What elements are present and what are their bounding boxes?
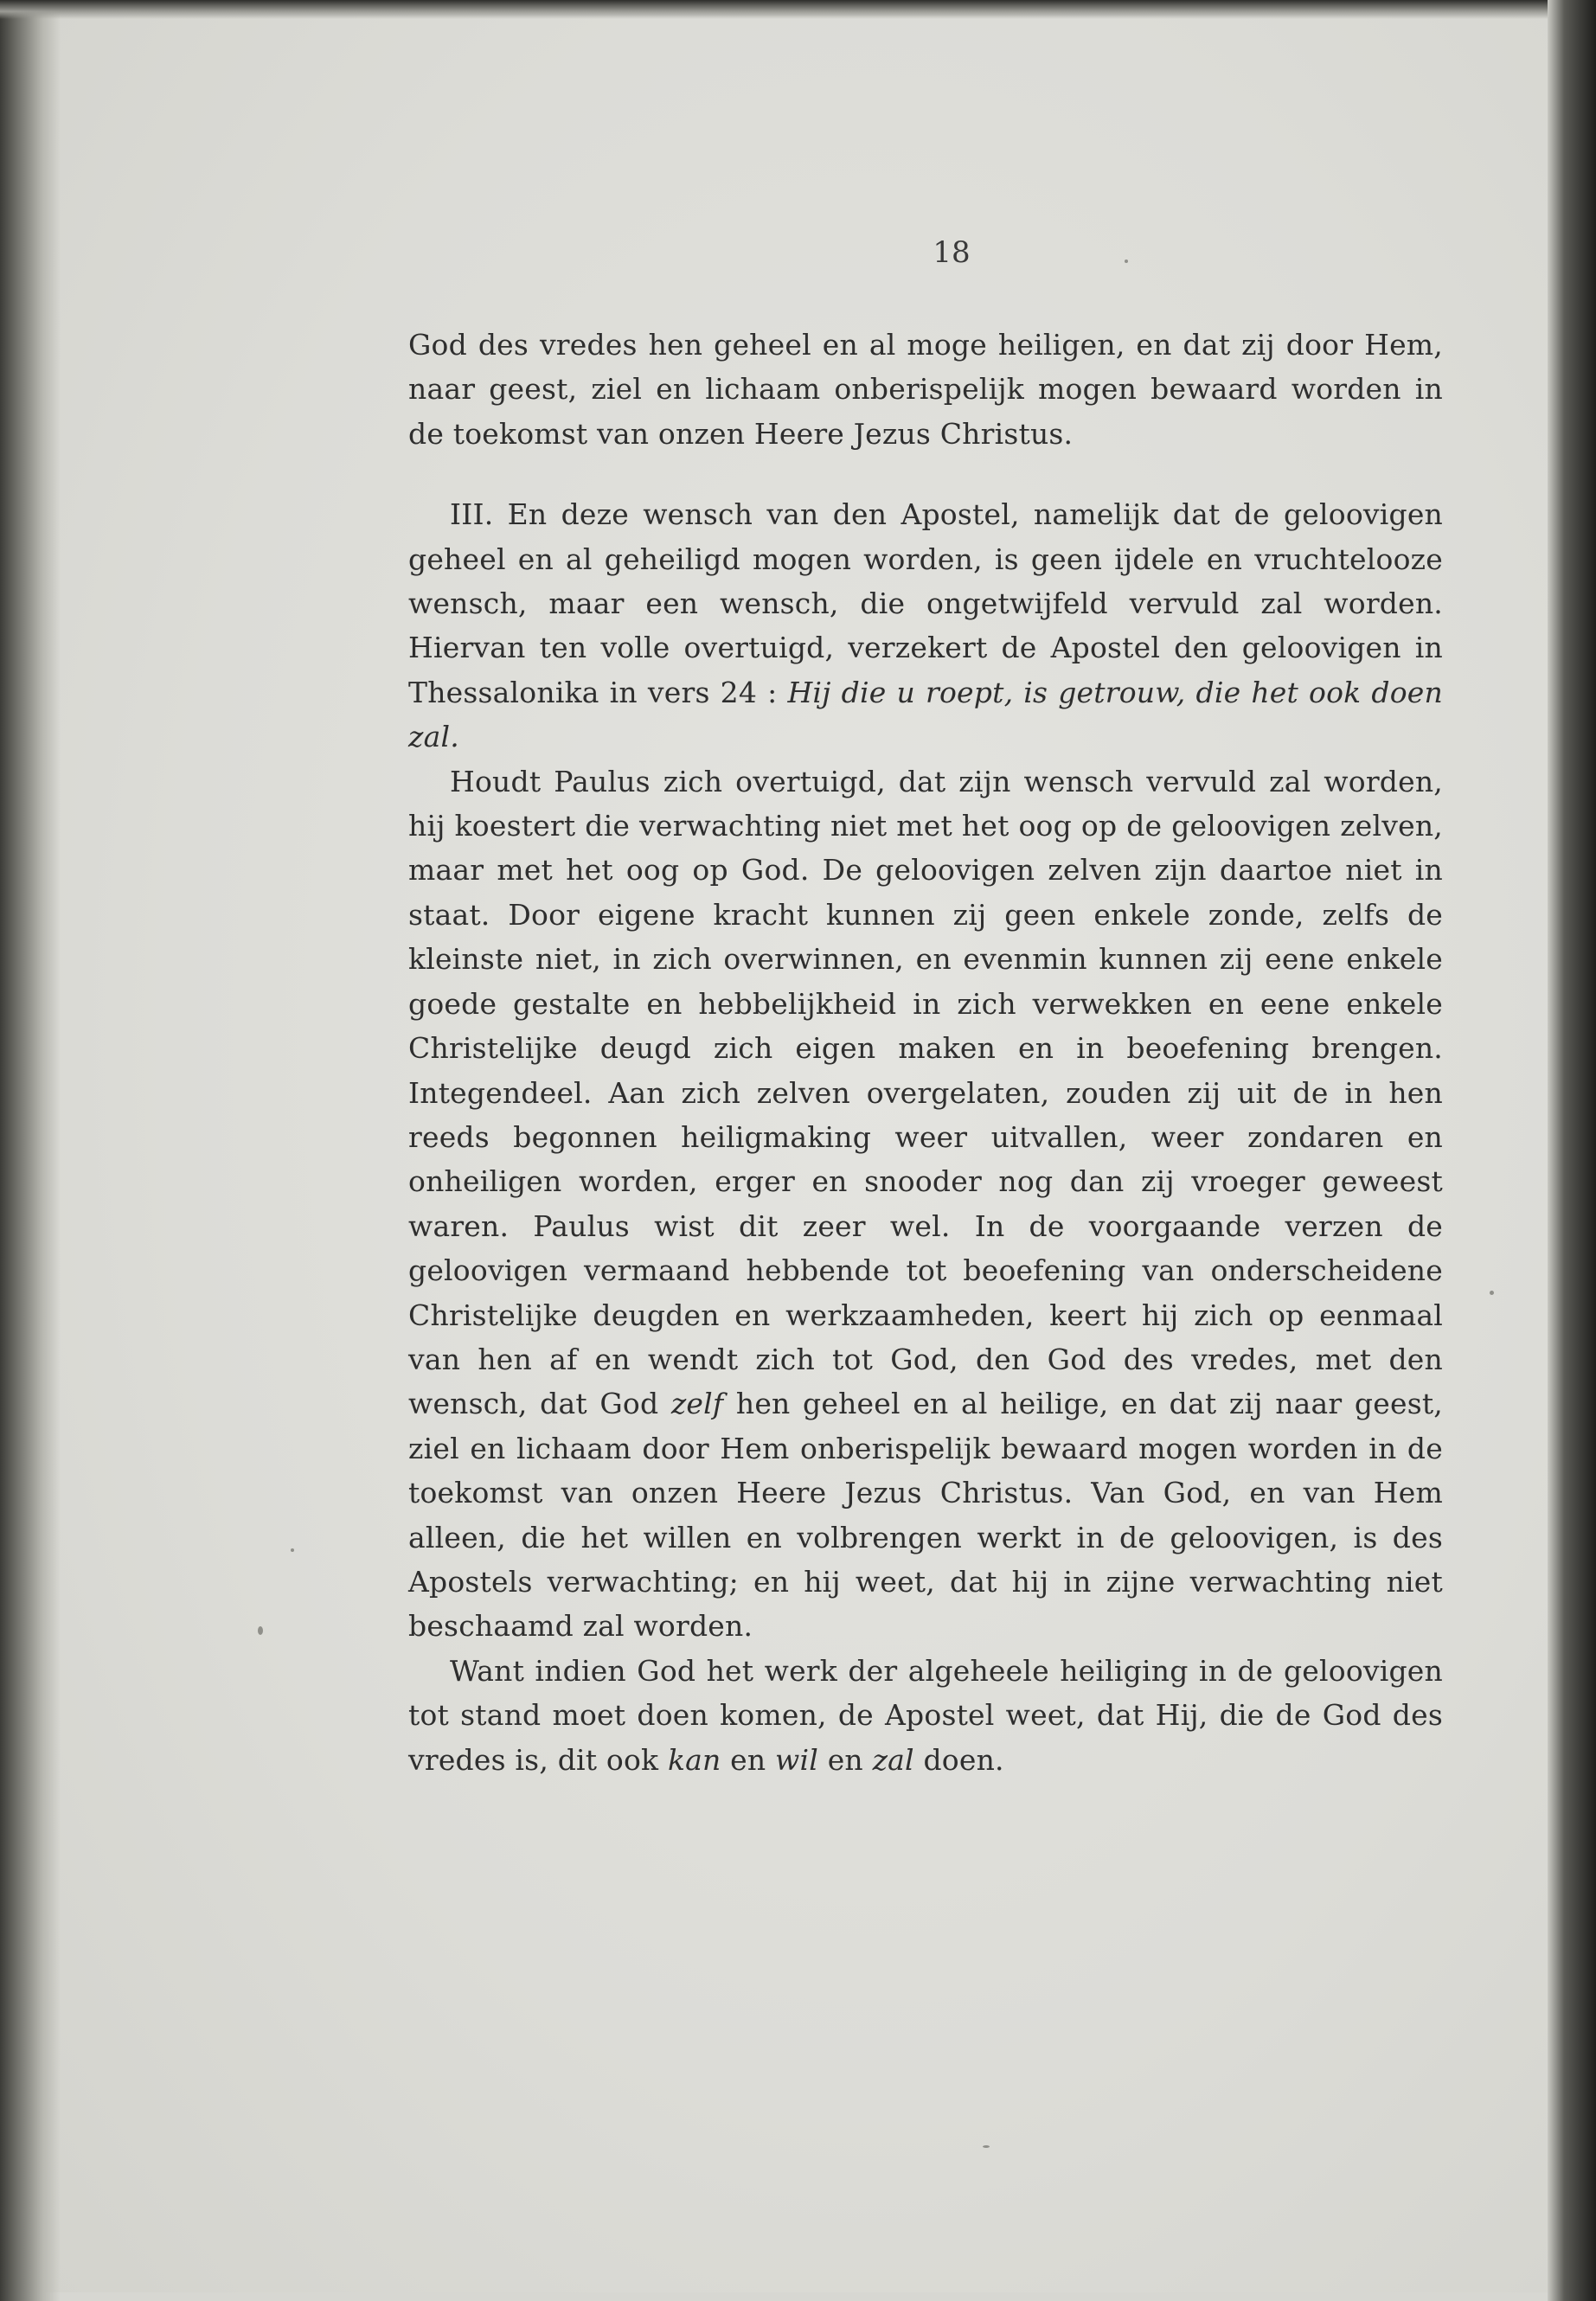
paragraph-text: doen.: [913, 1742, 1004, 1777]
paper-speck: [258, 1626, 263, 1635]
paragraph-want-indien: [408, 1649, 1443, 1782]
paragraph-text: God des vredes hen geheel en al moge heiligen, en dat zij door Hem, naar geest, ziel en lichaam onberispelijk mogen bewaard worden in de toekomst van onzen Heere Jezus Christus.: [408, 328, 1443, 451]
top-scan-edge: [0, 0, 1596, 19]
paper-speck: [1490, 1291, 1494, 1295]
body-text: [408, 323, 1443, 1782]
emphasis-wil: wil: [775, 1742, 819, 1777]
paragraph-text: hen geheel en al heilige, en dat zij naar geest, ziel en lichaam door Hem onberispelijk bewaard mogen worden in de toekomst van onzen Heere Jezus Christus. Van God, en van Hem alleen, die het willen en volbrengen werkt in de geloovigen, is des Apostels verwachting; en hij weet, dat hij in zijne verwachting niet beschaamd zal worden.: [408, 1387, 1443, 1644]
conjunction: en: [721, 1742, 776, 1777]
emphasis-kan: kan: [667, 1742, 721, 1777]
paragraph-continuation: [408, 323, 1443, 456]
paragraph-houdt-paulus: [408, 760, 1443, 1649]
binding-shadow: [0, 0, 61, 2301]
conjunction: en: [818, 1742, 873, 1777]
paragraph-section-iii: [408, 492, 1443, 759]
paper-speck: [291, 1548, 294, 1552]
paragraph-text: III. En deze wensch van den Apostel, namelijk dat de geloovigen geheel en al geheiligd mogen worden, is geen ijdele en vruchtelooze wensch, maar een wensch, die ongetwijfeld vervuld zal worden. Hiervan ten volle overtuigd, verzekert de Apostel den geloovigen in Thessalonika in vers 24 :: [408, 497, 1443, 709]
emphasis-zelf: zelf: [670, 1387, 724, 1421]
emphasis-zal: zal: [872, 1742, 914, 1777]
paragraph-text: Want indien God het werk der algeheele heiliging in de geloovigen tot stand moet doen komen, de Apostel weet, dat Hij, die de God des vredes is, dit ook: [408, 1653, 1443, 1777]
page-number: 18: [933, 235, 971, 270]
paper-speck: [1125, 260, 1128, 263]
right-scan-edge: [1548, 0, 1596, 2301]
paper-speck: [983, 2145, 990, 2148]
paragraph-text: Houdt Paulus zich overtuigd, dat zijn wensch vervuld zal worden, hij koestert die verwachting niet met het oog op de geloovigen zelven, maar met het oog op God. De geloovigen zelven zijn daartoe niet in staat. Door eigene kracht kunnen zij geen enkele zonde, zelfs de kleinste niet, in zich overwinnen, en evenmin kunnen zij eene enkele goede gestalte en hebbelijkheid in zich verwekken en eene enkele Christelijke deugd zich eigen maken en in beoefening brengen. Integendeel. Aan zich zelven overgelaten, zouden zij uit de in hen reeds begonnen heiligmaking weer uitvallen, weer zondaren en onheiligen worden, erger en snooder nog dan zij vroeger geweest waren. Paulus wist dit zeer wel. In de voorgaande verzen de geloovigen vermaand hebbende tot beoefening van onderscheidene Christelijke deugden en werkzaamheden, keert hij zich op eenmaal van hen af en wendt zich tot God, den God des vredes, met den wensch, dat God: [408, 764, 1443, 1421]
scripture-quote: Hij die u roept, is getrouw, die het ook doen zal.: [408, 675, 1443, 754]
